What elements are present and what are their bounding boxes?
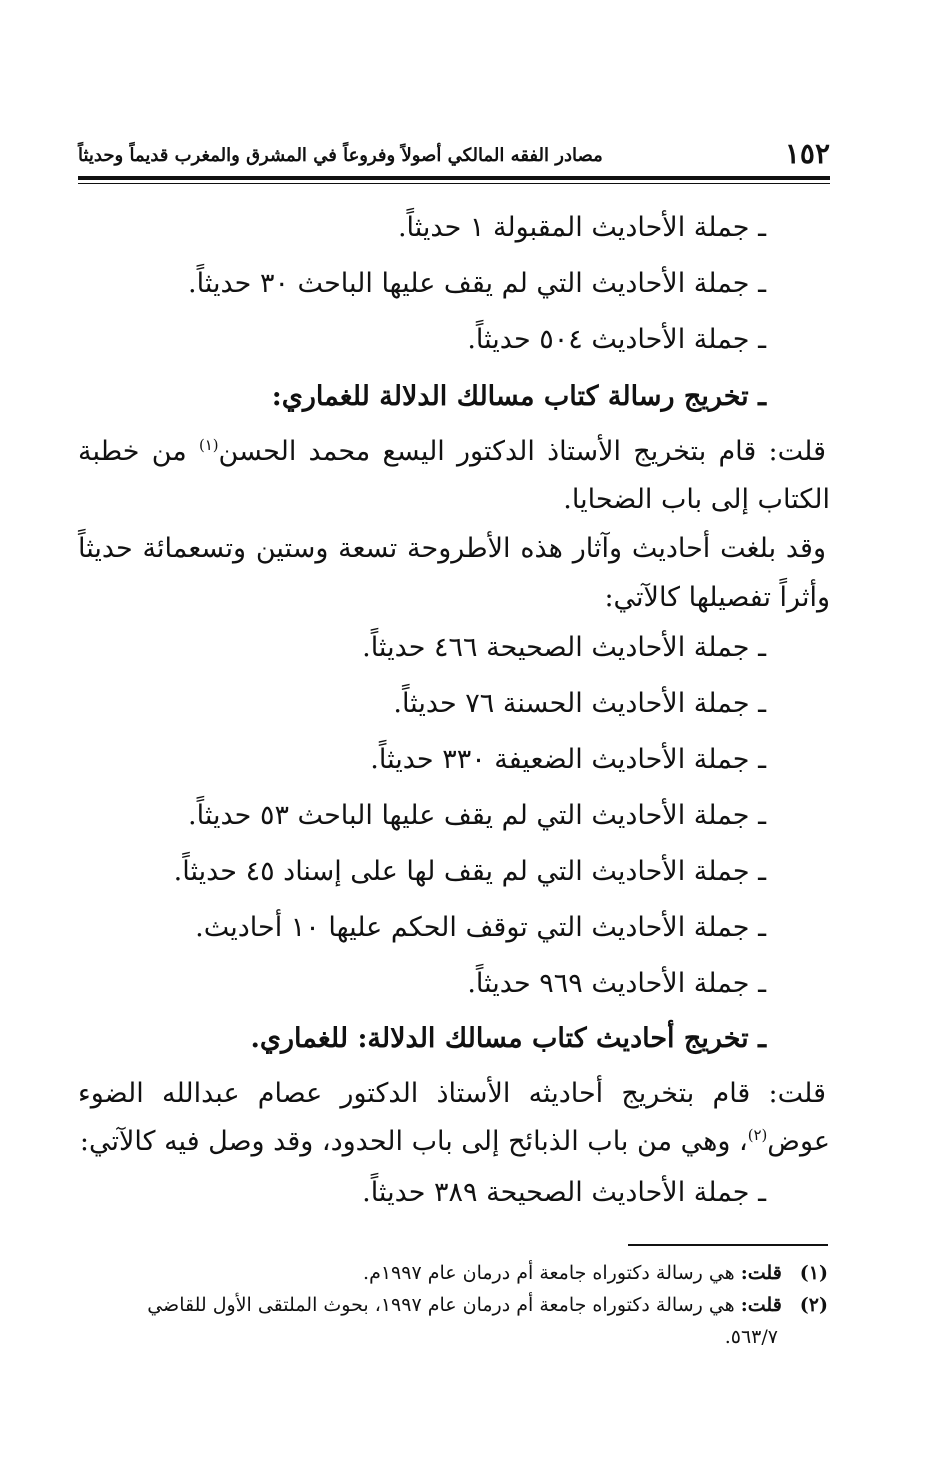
paragraph-text: ، وهي من باب الذبائح إلى باب الحدود، وقد وصل فيه كالآتي: <box>79 1126 748 1157</box>
paragraph-line: وقد بلغت أحاديث وآثار هذه الأطروحة تسعة وستين وتسعمائة حديثاً <box>78 533 826 564</box>
footnote-text: هي رسالة دكتوراه جامعة أم درمان عام ١٩٩٧م. <box>363 1262 741 1284</box>
footnote <box>147 1290 828 1320</box>
footnote-continuation: ٥٦٣/٧. <box>724 1326 778 1348</box>
list-item: ـ جملة الأحاديث التي لم يقف عليها الباحث ٣٠ حديثاً. <box>188 268 766 299</box>
paragraph-line <box>78 432 826 472</box>
paragraph-text: قلت: قام بتخريج الأستاذ الدكتور اليسع محمد الحسن <box>218 436 826 467</box>
list-item: ـ جملة الأحاديث ٥٠٤ حديثاً. <box>467 324 766 355</box>
paragraph-line <box>80 1122 830 1162</box>
paragraph-text: عوض <box>767 1126 830 1157</box>
list-item: ـ جملة الأحاديث الحسنة ٧٦ حديثاً. <box>393 688 766 719</box>
list-item: ـ جملة الأحاديث التي لم يقف لها على إسناد ٤٥ حديثاً. <box>173 856 766 887</box>
footnote <box>363 1258 828 1288</box>
list-item: ـ جملة الأحاديث الصحيحة ٣٨٩ حديثاً. <box>362 1177 766 1208</box>
section-heading: ـ تخريج أحاديث كتاب مسالك الدلالة: للغماري. <box>250 1023 766 1054</box>
footnote-rule <box>628 1244 828 1246</box>
list-item: ـ جملة الأحاديث التي لم يقف عليها الباحث ٥٣ حديثاً. <box>188 800 766 831</box>
footnote-number: (١) <box>799 1262 828 1284</box>
list-item: ـ جملة الأحاديث ٩٦٩ حديثاً. <box>467 968 766 999</box>
list-item: ـ جملة الأحاديث التي توقف الحكم عليها ١٠ أحاديث. <box>195 912 766 943</box>
footnote-label: قلت: <box>740 1294 782 1316</box>
running-title: مصادر الفقه المالكي أصولاً وفروعاً في المشرق والمغرب قديماً وحديثاً <box>78 145 603 166</box>
header-rule-thick <box>78 176 830 180</box>
paragraph-text: من خطبة <box>78 436 199 467</box>
paragraph-line: قلت: قام بتخريج أحاديثه الأستاذ الدكتور عصام عبدالله الضوء <box>78 1078 826 1109</box>
footnote-reference: (١) <box>198 436 219 454</box>
paragraph-line: وأثراً تفصيلها كالآتي: <box>604 582 830 613</box>
page-number: ١٥٢ <box>784 137 830 170</box>
paragraph-line: الكتاب إلى باب الضحايا. <box>563 484 830 515</box>
list-item: ـ جملة الأحاديث المقبولة ١ حديثاً. <box>397 212 766 243</box>
list-item: ـ جملة الأحاديث الصحيحة ٤٦٦ حديثاً. <box>362 632 766 663</box>
page-header <box>78 136 830 176</box>
header-rule-thin <box>78 183 830 184</box>
footnote-reference: (٢) <box>747 1126 768 1144</box>
footnote-label: قلت: <box>740 1262 782 1284</box>
footnote-number: (٢) <box>799 1294 828 1316</box>
footnote-text: هي رسالة دكتوراه جامعة أم درمان عام ١٩٩٧، بحوث الملتقى الأول للقاضي <box>147 1294 741 1316</box>
list-item: ـ جملة الأحاديث الضعيفة ٣٣٠ حديثاً. <box>370 744 766 775</box>
section-heading: ـ تخريج رسالة كتاب مسالك الدلالة للغماري: <box>271 381 766 412</box>
